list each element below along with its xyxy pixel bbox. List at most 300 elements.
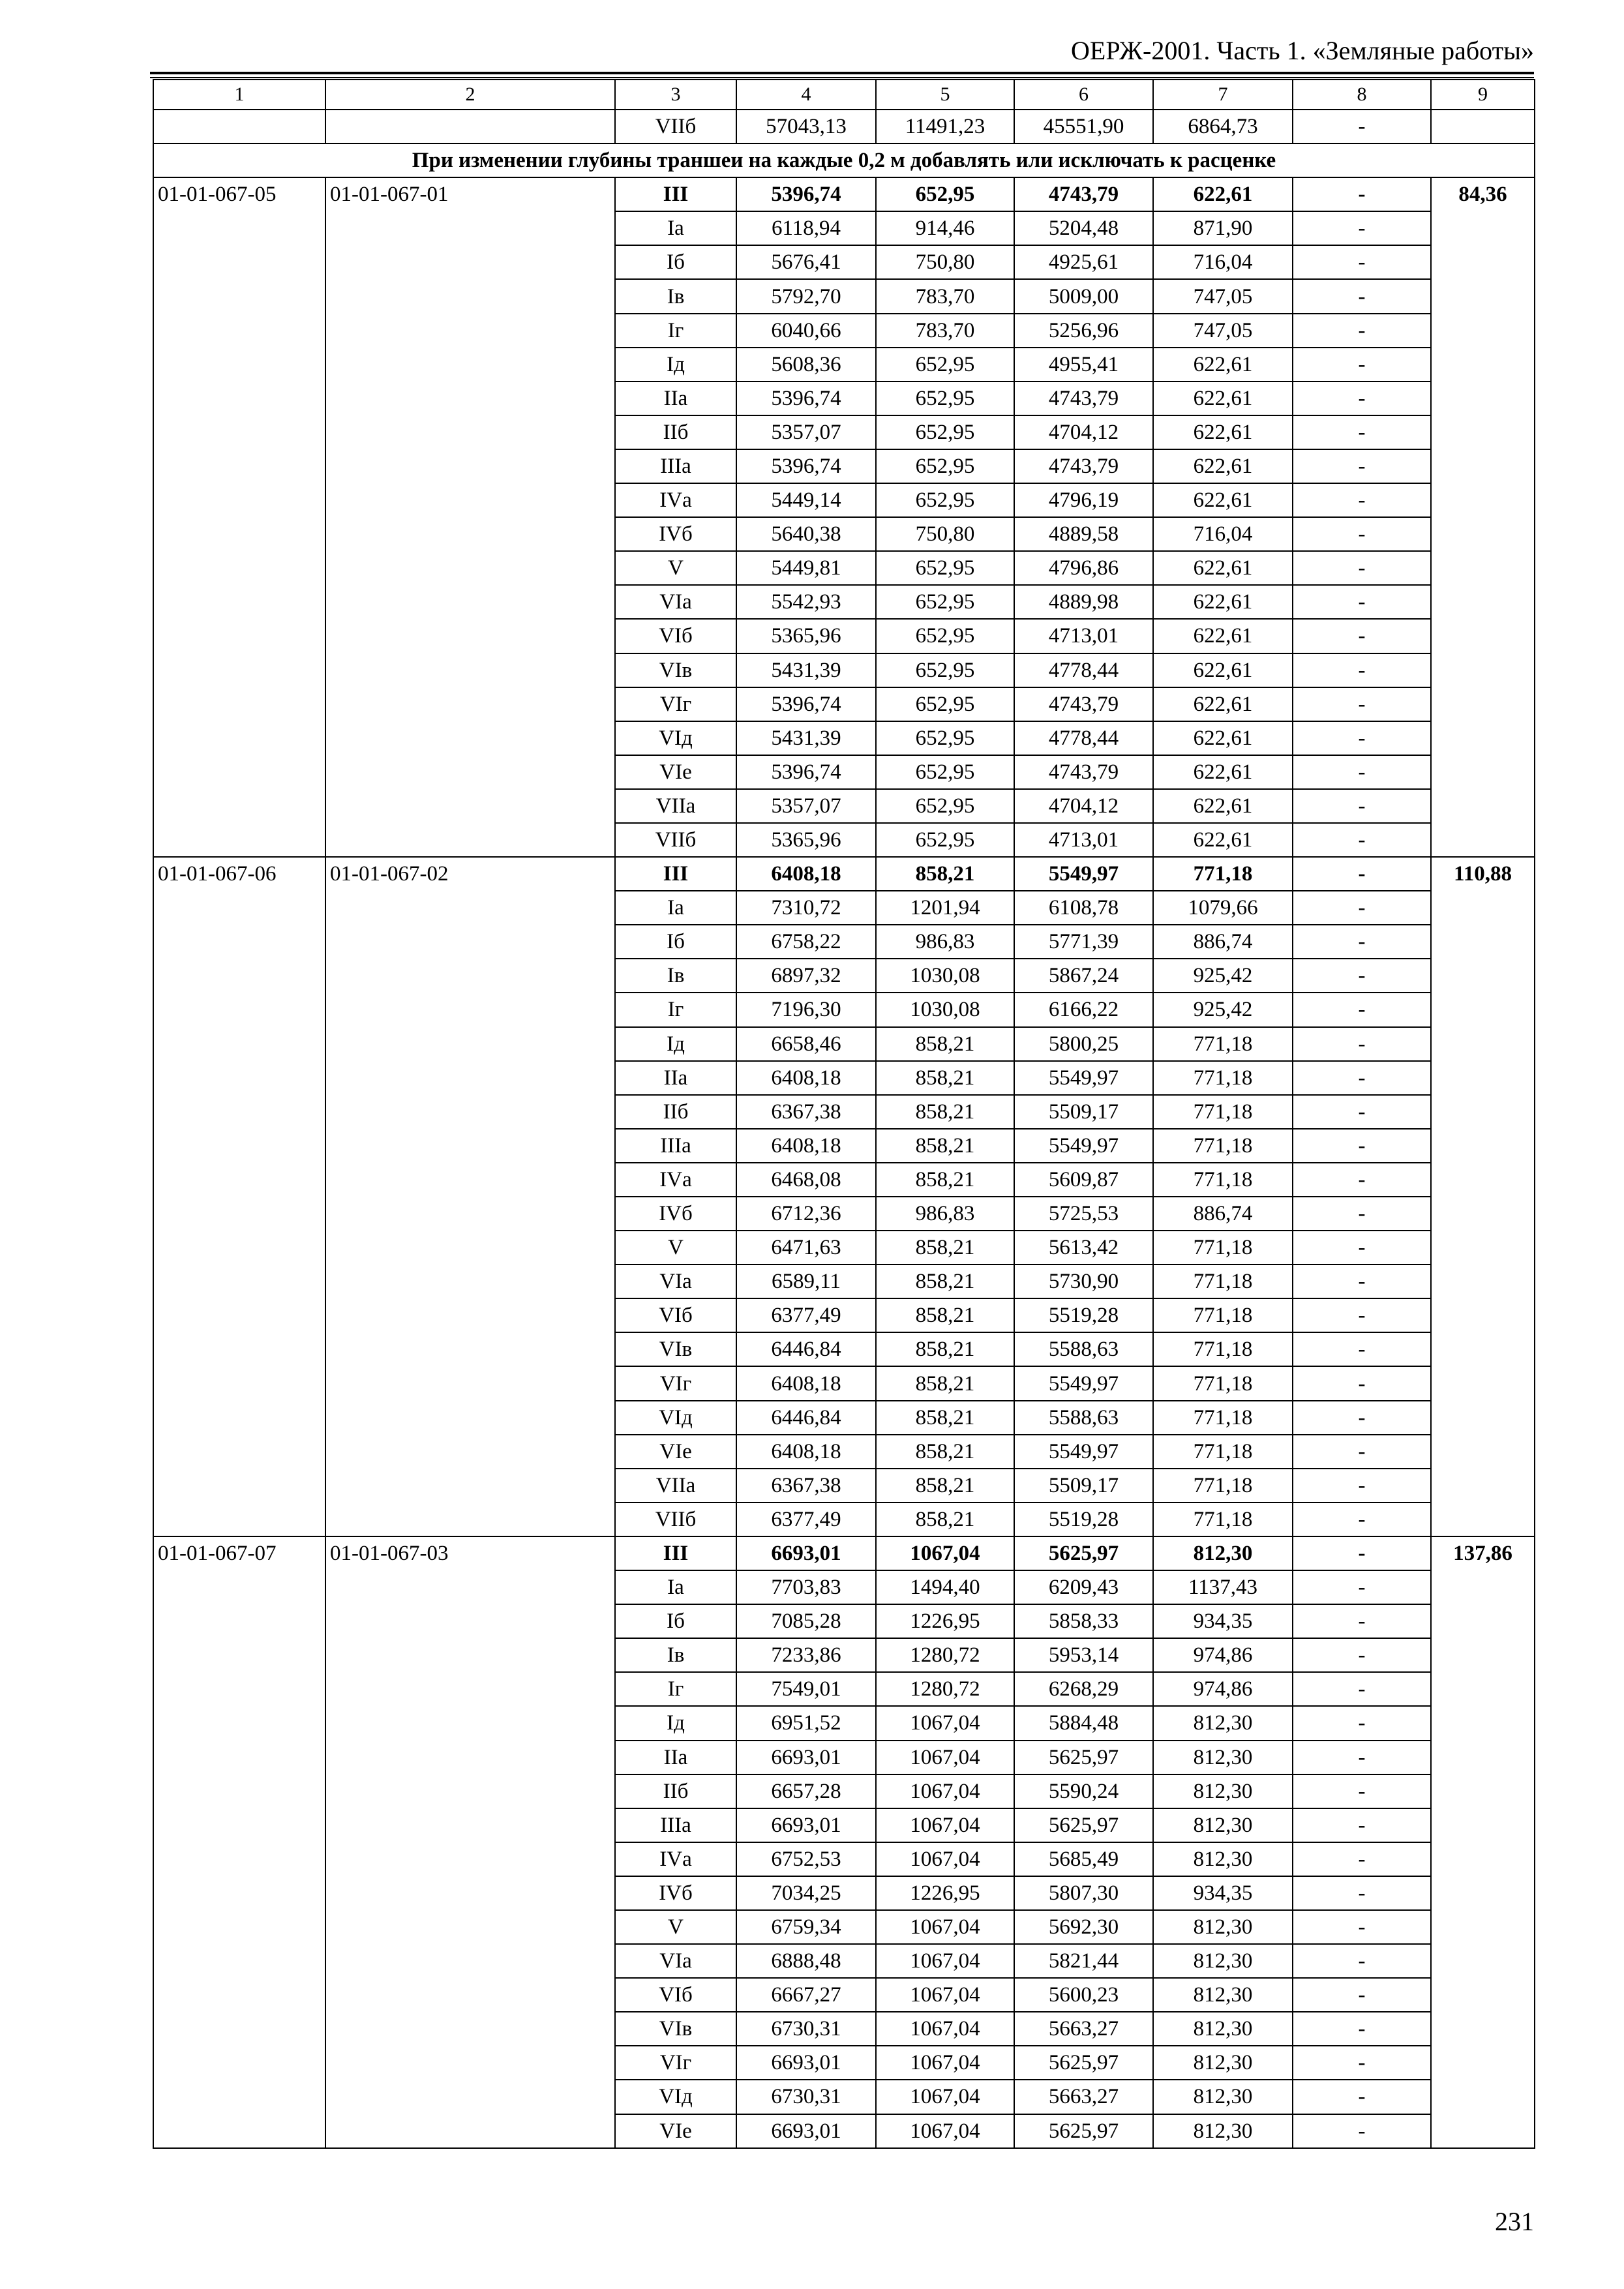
table-cell: - <box>1293 789 1431 823</box>
region-code-cell: IIб <box>615 1774 736 1808</box>
table-cell: - <box>1293 348 1431 382</box>
table-cell: 622,61 <box>1153 721 1293 755</box>
table-cell: - <box>1293 1435 1431 1469</box>
region-code-cell: Iд <box>615 348 736 382</box>
table-cell: 5588,63 <box>1014 1401 1153 1435</box>
table-cell: 5821,44 <box>1014 1944 1153 1978</box>
table-cell: 858,21 <box>876 1231 1014 1264</box>
table-cell: 812,30 <box>1153 1808 1293 1842</box>
table-cell: 5357,07 <box>736 415 876 449</box>
column-number: 6 <box>1014 80 1153 110</box>
header-rule-thin <box>150 77 1534 78</box>
table-cell: 6408,18 <box>736 1129 876 1163</box>
table-cell: 652,95 <box>876 177 1014 211</box>
table-cell: 5676,41 <box>736 245 876 279</box>
table-cell: - <box>1293 891 1431 925</box>
table-cell: 1067,04 <box>876 2012 1014 2046</box>
table-cell: 771,18 <box>1153 1163 1293 1197</box>
table-cell: - <box>1293 1876 1431 1910</box>
table-cell: - <box>1293 755 1431 789</box>
table-cell: 5396,74 <box>736 177 876 211</box>
table-cell: 5590,24 <box>1014 1774 1153 1808</box>
rate-code: 01-01-067-07 <box>153 1536 325 2148</box>
region-code-cell: IIа <box>615 1061 736 1095</box>
rate-code: 01-01-067-06 <box>153 857 325 1536</box>
table-cell: - <box>1293 1469 1431 1503</box>
region-code-cell: VIв <box>615 1332 736 1366</box>
column-number: 2 <box>325 80 615 110</box>
table-cell: 6693,01 <box>736 1808 876 1842</box>
table-cell: 6693,01 <box>736 1741 876 1774</box>
table-cell: 783,70 <box>876 279 1014 313</box>
region-code-cell: V <box>615 1910 736 1944</box>
column-number: 3 <box>615 80 736 110</box>
reference-code: 01-01-067-03 <box>325 1536 615 2148</box>
table-cell: 5800,25 <box>1014 1027 1153 1061</box>
table-cell: - <box>1293 382 1431 415</box>
table-cell: - <box>1293 2080 1431 2114</box>
table-cell: 6693,01 <box>736 2114 876 2148</box>
region-code-cell: V <box>615 551 736 585</box>
table-cell: 5792,70 <box>736 279 876 313</box>
region-code-cell: VIе <box>615 1435 736 1469</box>
table-cell: 652,95 <box>876 551 1014 585</box>
table-cell: 886,74 <box>1153 925 1293 959</box>
table-cell: 6446,84 <box>736 1401 876 1435</box>
table-cell: 6408,18 <box>736 857 876 891</box>
table-cell: - <box>1293 517 1431 551</box>
table-cell: 747,05 <box>1153 279 1293 313</box>
reference-code: 01-01-067-02 <box>325 857 615 1536</box>
table-cell: - <box>1293 1231 1431 1264</box>
table-cell: - <box>1293 2114 1431 2148</box>
region-code-cell: Iг <box>615 1672 736 1706</box>
table-cell: 5663,27 <box>1014 2012 1153 2046</box>
region-code-cell: IVб <box>615 1197 736 1231</box>
table-cell: 812,30 <box>1153 1741 1293 1774</box>
table-cell: 1280,72 <box>876 1638 1014 1672</box>
table-cell: 914,46 <box>876 211 1014 245</box>
table-cell: 812,30 <box>1153 2114 1293 2148</box>
region-code-cell: VIв <box>615 653 736 687</box>
table-cell: 1079,66 <box>1153 891 1293 925</box>
table-cell: 7549,01 <box>736 1672 876 1706</box>
table-cell: 5396,74 <box>736 687 876 721</box>
table-cell: 1067,04 <box>876 1536 1014 1570</box>
table-cell: 5953,14 <box>1014 1638 1153 1672</box>
column-number: 1 <box>153 80 325 110</box>
table-cell: 5204,48 <box>1014 211 1153 245</box>
table-cell: 6446,84 <box>736 1332 876 1366</box>
table-cell: - <box>1293 1264 1431 1298</box>
table-cell: 4743,79 <box>1014 382 1153 415</box>
table-cell: 771,18 <box>1153 1129 1293 1163</box>
table-cell: 1067,04 <box>876 1774 1014 1808</box>
table-cell: 771,18 <box>1153 857 1293 891</box>
table-cell: 5600,23 <box>1014 1978 1153 2012</box>
table-cell: 5509,17 <box>1014 1095 1153 1129</box>
table-cell: 1137,43 <box>1153 1570 1293 1604</box>
table-cell: - <box>1293 279 1431 313</box>
table-cell: 652,95 <box>876 449 1014 483</box>
table-cell: - <box>1293 110 1431 143</box>
table-cell: 652,95 <box>876 585 1014 619</box>
table-cell: 6693,01 <box>736 1536 876 1570</box>
region-code-cell: Iг <box>615 993 736 1026</box>
table-cell: 858,21 <box>876 1129 1014 1163</box>
table-cell: 622,61 <box>1153 177 1293 211</box>
table-cell: 934,35 <box>1153 1876 1293 1910</box>
table-cell: - <box>1293 1808 1431 1842</box>
table-cell: 4743,79 <box>1014 755 1153 789</box>
table-cell: 6268,29 <box>1014 1672 1153 1706</box>
region-code-cell: VIIа <box>615 789 736 823</box>
table-cell: 1067,04 <box>876 2046 1014 2080</box>
table-cell: 858,21 <box>876 1163 1014 1197</box>
group-header-row <box>153 177 1535 211</box>
table-cell: 4889,58 <box>1014 517 1153 551</box>
region-code-cell: Iб <box>615 245 736 279</box>
table-cell: 858,21 <box>876 1366 1014 1400</box>
table-cell: 858,21 <box>876 857 1014 891</box>
table-cell: 652,95 <box>876 348 1014 382</box>
table-cell: - <box>1293 585 1431 619</box>
table-cell <box>1431 110 1535 143</box>
table-cell: - <box>1293 177 1431 211</box>
table-cell: 812,30 <box>1153 1910 1293 1944</box>
table-cell: - <box>1293 721 1431 755</box>
table-cell: 5519,28 <box>1014 1298 1153 1332</box>
table-cell: 5549,97 <box>1014 1366 1153 1400</box>
table-cell: 771,18 <box>1153 1264 1293 1298</box>
table-cell: 652,95 <box>876 483 1014 517</box>
table-cell: 4925,61 <box>1014 245 1153 279</box>
table-cell: 771,18 <box>1153 1366 1293 1400</box>
table-cell: 4778,44 <box>1014 653 1153 687</box>
table-cell: 5807,30 <box>1014 1876 1153 1910</box>
table-cell: 1030,08 <box>876 959 1014 993</box>
region-code-cell: IIб <box>615 1095 736 1129</box>
table-cell: 4796,19 <box>1014 483 1153 517</box>
table-cell: - <box>1293 1129 1431 1163</box>
reference-code: 01-01-067-01 <box>325 177 615 857</box>
table-cell: 6408,18 <box>736 1435 876 1469</box>
table-cell: 652,95 <box>876 687 1014 721</box>
table-cell: 771,18 <box>1153 1503 1293 1536</box>
region-code-cell: IIа <box>615 1741 736 1774</box>
table-cell: 622,61 <box>1153 483 1293 517</box>
table-cell: 5625,97 <box>1014 1536 1153 1570</box>
region-code-cell: IVб <box>615 517 736 551</box>
table-cell: 858,21 <box>876 1298 1014 1332</box>
table-cell: 858,21 <box>876 1332 1014 1366</box>
table-cell: 5613,42 <box>1014 1231 1153 1264</box>
region-code-cell: VIб <box>615 1978 736 2012</box>
table-cell: 812,30 <box>1153 2046 1293 2080</box>
region-code-cell: VIа <box>615 585 736 619</box>
table-cell: - <box>1293 1536 1431 1570</box>
table-cell: 6658,46 <box>736 1027 876 1061</box>
table-cell: 716,04 <box>1153 245 1293 279</box>
table-cell: - <box>1293 2046 1431 2080</box>
table-cell: 5725,53 <box>1014 1197 1153 1231</box>
table-cell: - <box>1293 1095 1431 1129</box>
table-cell: - <box>1293 1298 1431 1332</box>
table-cell: - <box>1293 1332 1431 1366</box>
table-cell: 5730,90 <box>1014 1264 1153 1298</box>
table-cell: 7310,72 <box>736 891 876 925</box>
table-cell: 6752,53 <box>736 1842 876 1876</box>
region-code-cell: VIIа <box>615 1469 736 1503</box>
table-cell: 812,30 <box>1153 1978 1293 2012</box>
table-cell: 5663,27 <box>1014 2080 1153 2114</box>
table-cell: - <box>1293 211 1431 245</box>
table-cell: 5542,93 <box>736 585 876 619</box>
table-cell: - <box>1293 1163 1431 1197</box>
region-code-cell: III <box>615 1536 736 1570</box>
table-cell: 4704,12 <box>1014 415 1153 449</box>
table-cell: 5884,48 <box>1014 1706 1153 1740</box>
region-code-cell: VIг <box>615 2046 736 2080</box>
column-number: 8 <box>1293 80 1431 110</box>
table-cell: - <box>1293 415 1431 449</box>
region-code-cell: VIб <box>615 619 736 653</box>
table-cell: 1067,04 <box>876 1944 1014 1978</box>
table-cell: 1067,04 <box>876 1842 1014 1876</box>
table-cell: 5588,63 <box>1014 1332 1153 1366</box>
table-cell: - <box>1293 1061 1431 1095</box>
table-cell: 6712,36 <box>736 1197 876 1231</box>
table-cell: 858,21 <box>876 1503 1014 1536</box>
table-cell: 5685,49 <box>1014 1842 1153 1876</box>
table-cell: 858,21 <box>876 1401 1014 1435</box>
table-cell: 1067,04 <box>876 1978 1014 2012</box>
region-code-cell: VIа <box>615 1944 736 1978</box>
table-cell: 5625,97 <box>1014 1808 1153 1842</box>
table-cell: 622,61 <box>1153 585 1293 619</box>
section-title: При изменении глубины траншеи на каждые 0,2 м добавлять или исключать к расценке <box>153 143 1535 177</box>
table-cell: - <box>1293 1910 1431 1944</box>
table-cell: 6209,43 <box>1014 1570 1153 1604</box>
table-cell: 934,35 <box>1153 1604 1293 1638</box>
table-cell: 4778,44 <box>1014 721 1153 755</box>
table-cell: 4704,12 <box>1014 789 1153 823</box>
region-code-cell: Iд <box>615 1027 736 1061</box>
region-code-cell: III <box>615 857 736 891</box>
table-cell: 6759,34 <box>736 1910 876 1944</box>
table-cell: - <box>1293 993 1431 1026</box>
region-code-cell: VIд <box>615 1401 736 1435</box>
table-cell: 1030,08 <box>876 993 1014 1026</box>
table-cell: 622,61 <box>1153 415 1293 449</box>
table-cell: 974,86 <box>1153 1672 1293 1706</box>
region-code-cell: IIIа <box>615 449 736 483</box>
column-number: 4 <box>736 80 876 110</box>
region-code-cell: Iв <box>615 279 736 313</box>
table-cell: 1067,04 <box>876 1910 1014 1944</box>
table-cell: 5009,00 <box>1014 279 1153 313</box>
table-cell: 6468,08 <box>736 1163 876 1197</box>
table-cell: 1067,04 <box>876 1808 1014 1842</box>
table-cell: 771,18 <box>1153 1469 1293 1503</box>
table-cell: 4713,01 <box>1014 823 1153 857</box>
table-cell: 925,42 <box>1153 959 1293 993</box>
table-cell: 622,61 <box>1153 619 1293 653</box>
table-cell: 812,30 <box>1153 2012 1293 2046</box>
table-cell: - <box>1293 245 1431 279</box>
table-cell: 812,30 <box>1153 1706 1293 1740</box>
table-cell: 750,80 <box>876 245 1014 279</box>
table-cell: 858,21 <box>876 1469 1014 1503</box>
region-code-cell: IVа <box>615 1842 736 1876</box>
table-cell: - <box>1293 653 1431 687</box>
region-code-cell: IVа <box>615 483 736 517</box>
table-cell: 986,83 <box>876 925 1014 959</box>
table-cell: 6118,94 <box>736 211 876 245</box>
table-cell: 622,61 <box>1153 382 1293 415</box>
table-cell: 858,21 <box>876 1095 1014 1129</box>
table-row <box>153 110 1535 143</box>
table-cell: 6864,73 <box>1153 110 1293 143</box>
table-cell: - <box>1293 619 1431 653</box>
table-cell: 4743,79 <box>1014 449 1153 483</box>
table-cell: - <box>1293 1401 1431 1435</box>
table-cell: 7034,25 <box>736 1876 876 1910</box>
region-code-cell: III <box>615 177 736 211</box>
region-code-cell: IIIа <box>615 1808 736 1842</box>
table-cell: 5509,17 <box>1014 1469 1153 1503</box>
table-cell: 6377,49 <box>736 1503 876 1536</box>
region-code-cell: IIа <box>615 382 736 415</box>
table-cell: 812,30 <box>1153 1536 1293 1570</box>
table-cell: 4743,79 <box>1014 687 1153 721</box>
table-cell: 1067,04 <box>876 1741 1014 1774</box>
table-cell: - <box>1293 1672 1431 1706</box>
region-code-cell: VIд <box>615 721 736 755</box>
table-cell: 5608,36 <box>736 348 876 382</box>
table-cell: 622,61 <box>1153 755 1293 789</box>
table-cell: - <box>1293 1503 1431 1536</box>
table-cell: 5640,38 <box>736 517 876 551</box>
rates-table <box>153 79 1535 2149</box>
table-cell: 5625,97 <box>1014 2114 1153 2148</box>
table-cell <box>153 110 325 143</box>
table-cell: 4955,41 <box>1014 348 1153 382</box>
table-cell: 57043,13 <box>736 110 876 143</box>
table-cell: 7703,83 <box>736 1570 876 1604</box>
group-total: 137,86 <box>1431 1536 1535 2148</box>
region-code-cell: VIа <box>615 1264 736 1298</box>
region-code-cell: Iа <box>615 891 736 925</box>
table-cell: 5549,97 <box>1014 857 1153 891</box>
table-cell: 5549,97 <box>1014 1435 1153 1469</box>
table-cell: 6667,27 <box>736 1978 876 2012</box>
table-cell: 622,61 <box>1153 823 1293 857</box>
table-cell: 1067,04 <box>876 2080 1014 2114</box>
table-cell: 622,61 <box>1153 687 1293 721</box>
table-cell: 4889,98 <box>1014 585 1153 619</box>
table-cell: - <box>1293 2012 1431 2046</box>
table-cell: 1067,04 <box>876 1706 1014 1740</box>
table-cell: 6040,66 <box>736 314 876 348</box>
group-total: 84,36 <box>1431 177 1535 857</box>
table-cell: - <box>1293 925 1431 959</box>
table-cell: 4743,79 <box>1014 177 1153 211</box>
region-code-cell: Iв <box>615 959 736 993</box>
table-cell: 7233,86 <box>736 1638 876 1672</box>
table-cell: 7196,30 <box>736 993 876 1026</box>
table-cell: 6693,01 <box>736 2046 876 2080</box>
table-cell: 812,30 <box>1153 2080 1293 2114</box>
table-cell: 5396,74 <box>736 382 876 415</box>
table-cell: 1494,40 <box>876 1570 1014 1604</box>
region-code-cell: IVб <box>615 1876 736 1910</box>
table-cell: 974,86 <box>1153 1638 1293 1672</box>
table-cell: 6408,18 <box>736 1366 876 1400</box>
table-cell <box>325 110 615 143</box>
table-cell: 5449,81 <box>736 551 876 585</box>
table-cell: 622,61 <box>1153 789 1293 823</box>
table-cell: - <box>1293 1706 1431 1740</box>
table-cell: 6471,63 <box>736 1231 876 1264</box>
table-cell: 771,18 <box>1153 1298 1293 1332</box>
table-cell: 771,18 <box>1153 1435 1293 1469</box>
table-cell: 858,21 <box>876 1435 1014 1469</box>
table-cell: 652,95 <box>876 653 1014 687</box>
table-cell: 5431,39 <box>736 653 876 687</box>
region-code-cell: Iб <box>615 925 736 959</box>
table-cell: 652,95 <box>876 755 1014 789</box>
table-cell: 652,95 <box>876 789 1014 823</box>
table-cell: 750,80 <box>876 517 1014 551</box>
column-number: 9 <box>1431 80 1535 110</box>
table-cell: 6897,32 <box>736 959 876 993</box>
section-title-row <box>153 143 1535 177</box>
table-cell: 771,18 <box>1153 1401 1293 1435</box>
header-rule <box>150 72 1534 74</box>
table-cell: 7085,28 <box>736 1604 876 1638</box>
table-cell: 6367,38 <box>736 1469 876 1503</box>
region-code-cell: VIг <box>615 1366 736 1400</box>
table-cell: 652,95 <box>876 619 1014 653</box>
table-cell: 5431,39 <box>736 721 876 755</box>
table-cell: 771,18 <box>1153 1231 1293 1264</box>
table-cell: 716,04 <box>1153 517 1293 551</box>
region-code-cell: Iв <box>615 1638 736 1672</box>
table-cell: 4713,01 <box>1014 619 1153 653</box>
region-code-cell: V <box>615 1231 736 1264</box>
table-cell: - <box>1293 551 1431 585</box>
table-cell: 6730,31 <box>736 2080 876 2114</box>
table-cell: 5357,07 <box>736 789 876 823</box>
table-cell: 6951,52 <box>736 1706 876 1740</box>
table-cell: 622,61 <box>1153 348 1293 382</box>
table-cell: 5396,74 <box>736 755 876 789</box>
table-cell: 622,61 <box>1153 449 1293 483</box>
region-code-cell: VIд <box>615 2080 736 2114</box>
region-code-cell: Iб <box>615 1604 736 1638</box>
table-cell: 6657,28 <box>736 1774 876 1808</box>
region-code-cell: IIIа <box>615 1129 736 1163</box>
table-cell: 5858,33 <box>1014 1604 1153 1638</box>
group-total: 110,88 <box>1431 857 1535 1536</box>
region-code-cell: Iд <box>615 1706 736 1740</box>
table-cell: 622,61 <box>1153 653 1293 687</box>
table-cell: 812,30 <box>1153 1944 1293 1978</box>
column-numbers-row <box>153 80 1535 110</box>
table-cell: 858,21 <box>876 1264 1014 1298</box>
table-cell: 5549,97 <box>1014 1129 1153 1163</box>
